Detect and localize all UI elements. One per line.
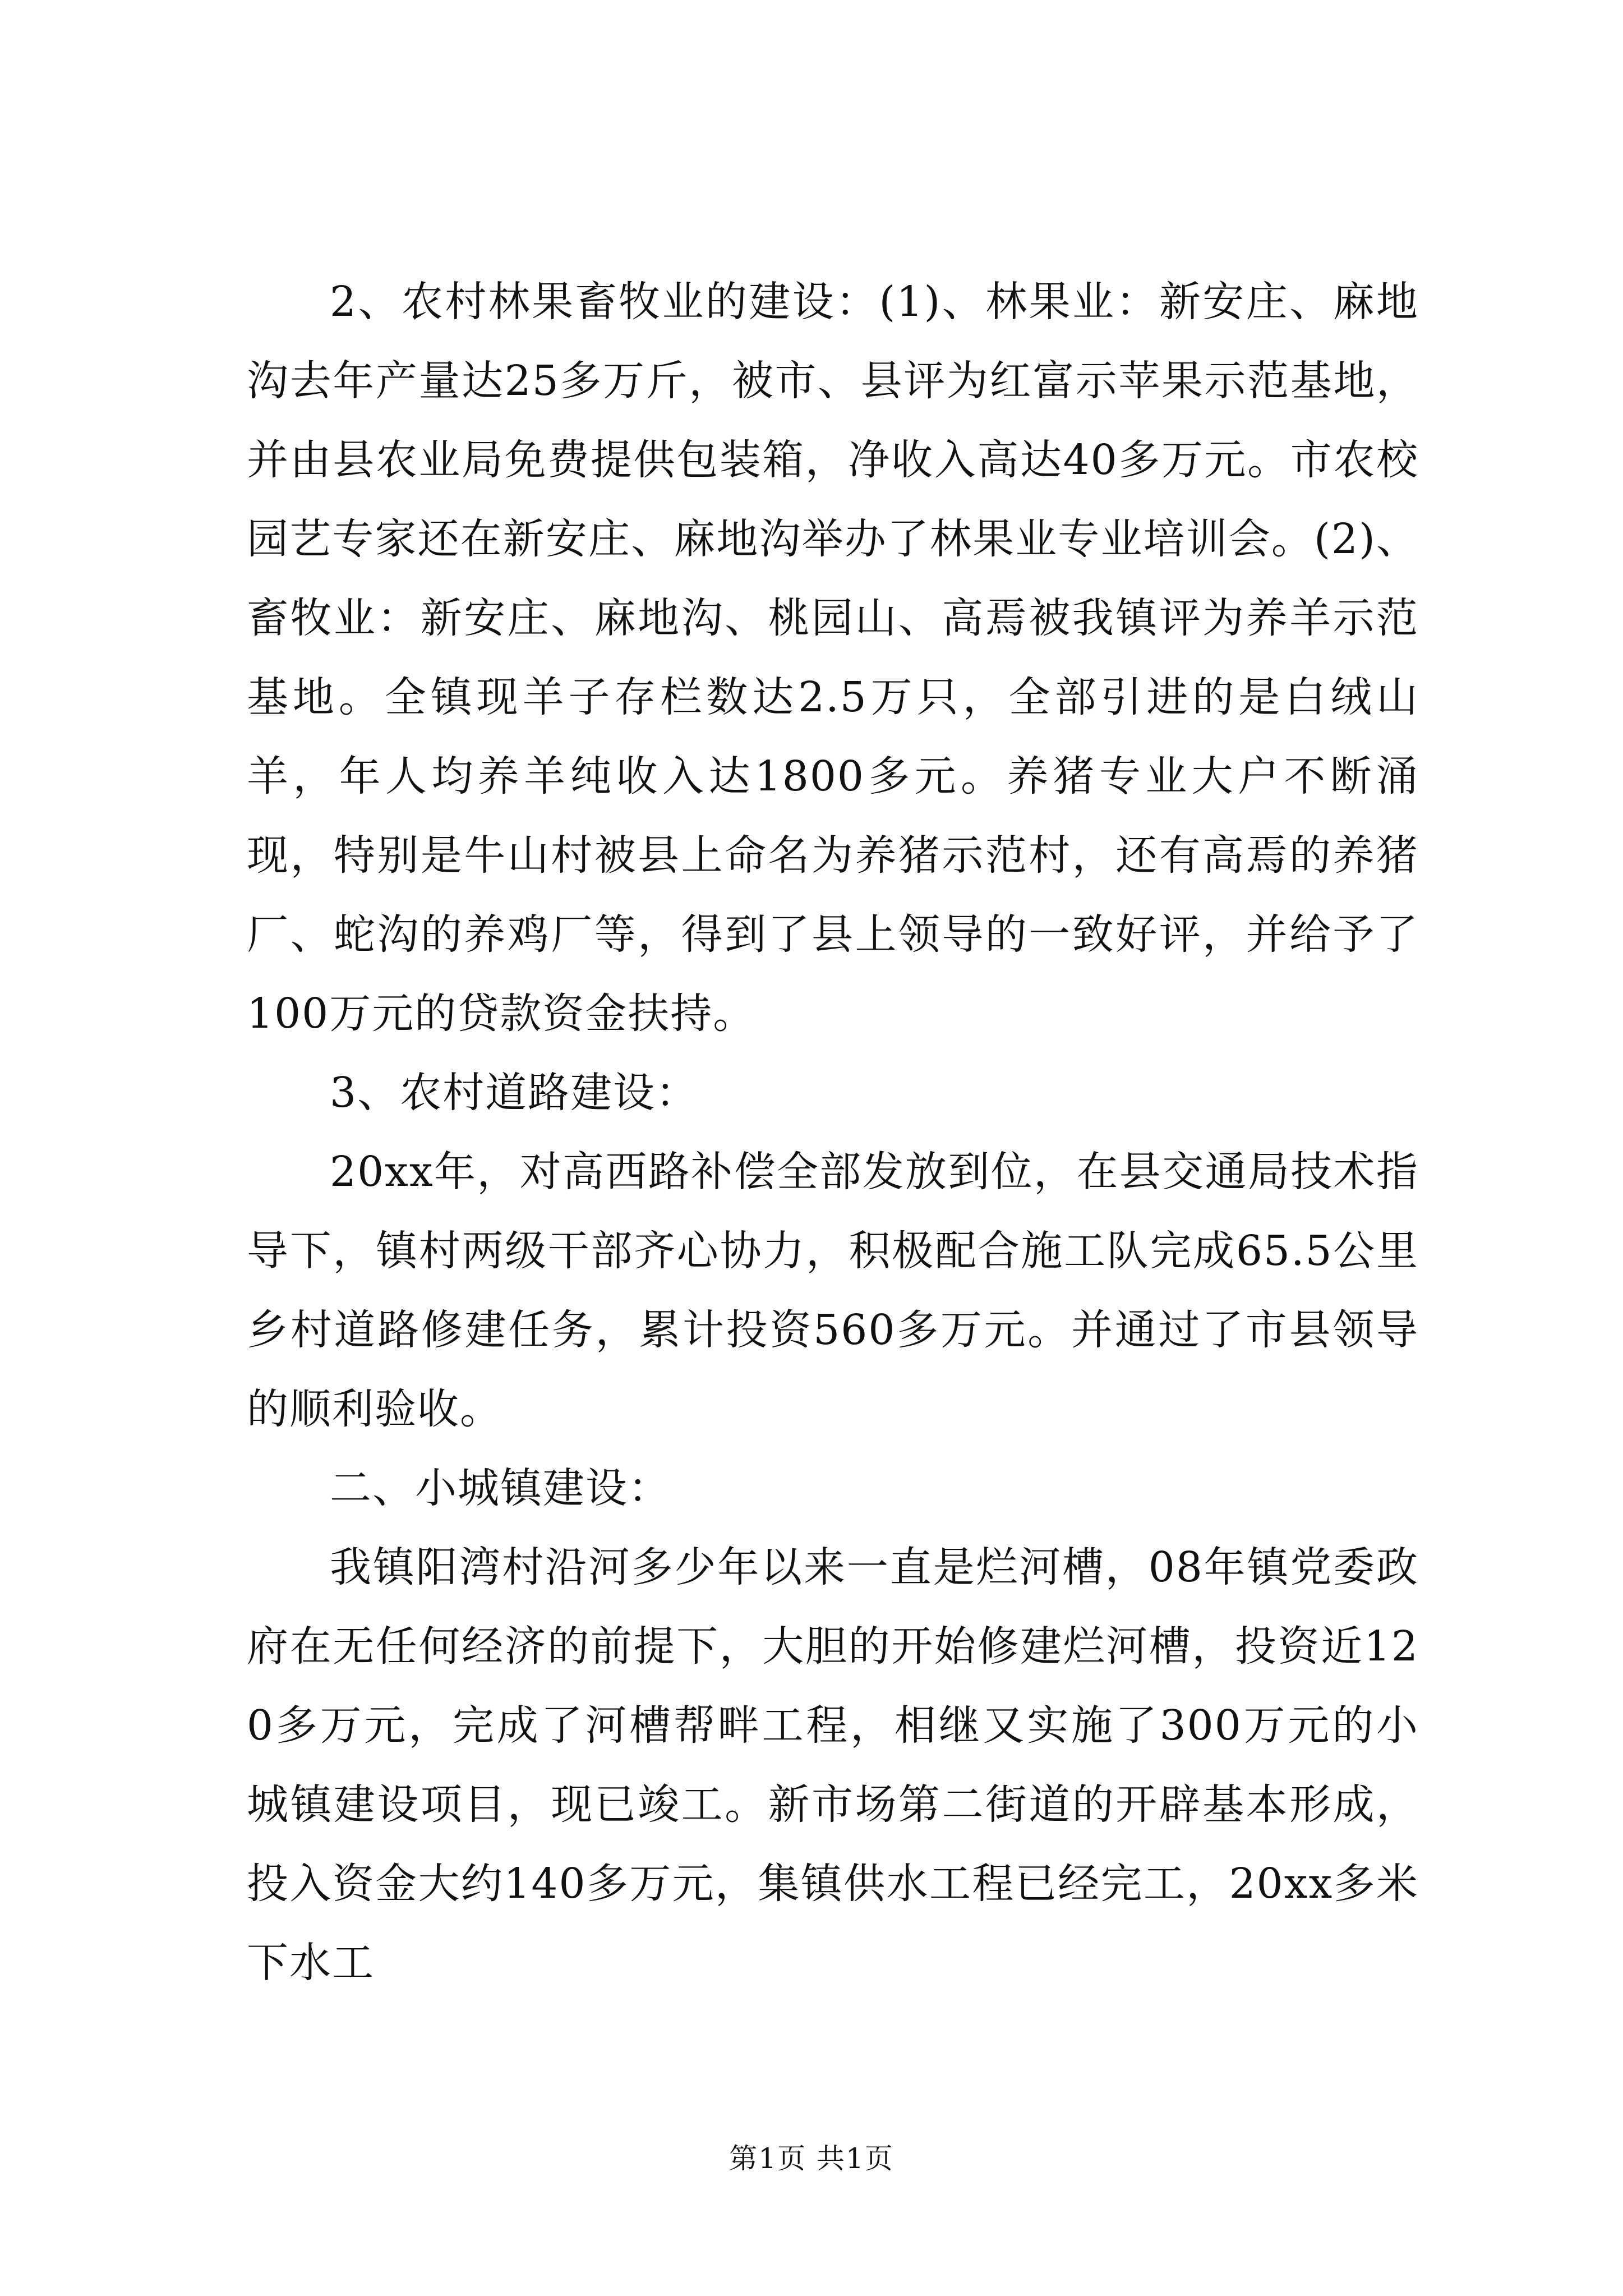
document-body: [247, 263, 1419, 2003]
heading-rural-roads: 3、农村道路建设：: [330, 1069, 699, 1117]
paragraph-rural-roads: 20xx年，对高西路补偿全部发放到位，在县交通局技术指导下，镇村两级干部齐心协力，积极配合施工队完成65.5公里乡村道路修建任务，累计投资560多万元。并通过了市县领导的顺利验收。: [247, 1148, 1419, 1433]
paragraph-forestry-livestock: 2、农村林果畜牧业的建设：(1)、林果业：新安庄、麻地沟去年产量达25多万斤，被市、县评为红富示苹果示范基地，并由县农业局免费提供包装箱，净收入高达40多万元。市农校园艺专家还在新安庄、麻地沟举办了林果业专业培训会。(2)、畜牧业：新安庄、麻地沟、桃园山、高焉被我镇评为养羊示范基地。全镇现羊子存栏数达2.5万只，全部引进的是白绒山羊，年人均养羊纯收入达1800多元。养猪专业大户不断涌现，特别是牛山村被县上命名为养猪示范村，还有高焉的养猪厂、蛇沟的养鸡厂等，得到了县上领导的一致好评，并给予了100万元的贷款资金扶持。: [247, 278, 1419, 1038]
heading-small-town: 二、小城镇建设：: [330, 1464, 671, 1512]
paragraph-small-town: 我镇阳湾村沿河多少年以来一直是烂河槽，08年镇党委政府在无任何经济的前提下，大胆的开始修建烂河槽，投资近120多万元，完成了河槽帮畔工程，相继又实施了300万元的小城镇建设项目，现已竣工。新市场第二街道的开辟基本形成，投入资金大约140多万元，集镇供水工程已经完工，20xx多米下水工: [247, 1543, 1419, 1987]
page-number-footer: 第1页 共1页: [729, 2142, 894, 2175]
